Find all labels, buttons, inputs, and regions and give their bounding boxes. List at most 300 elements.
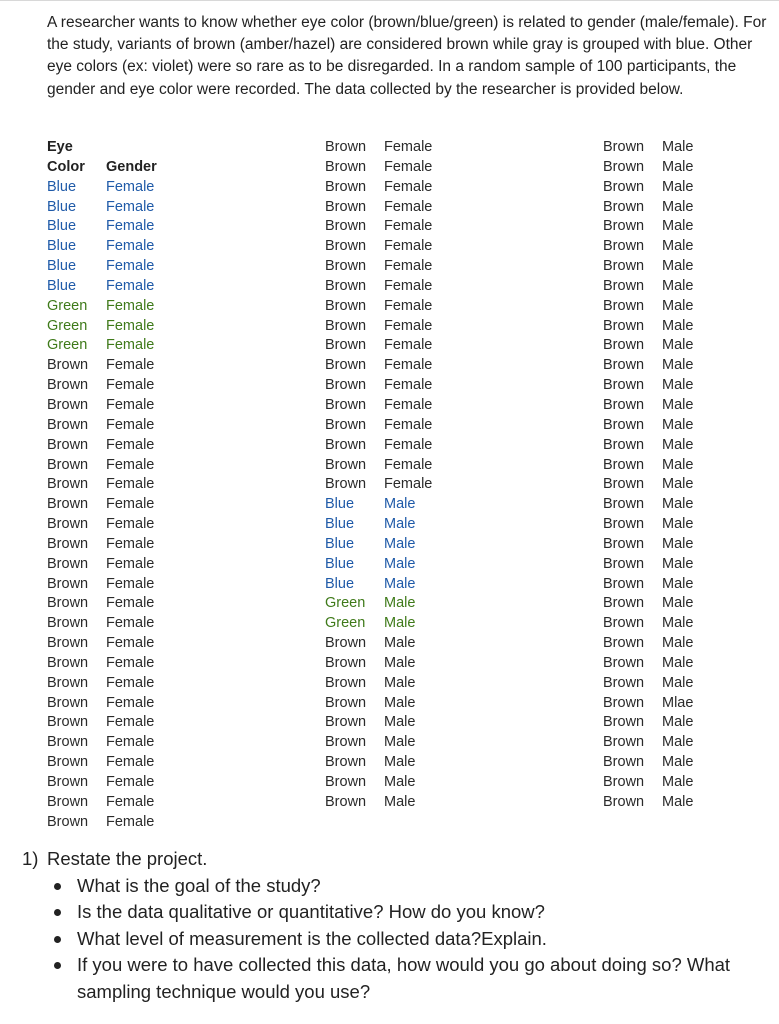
eye-color-cell: Brown bbox=[325, 277, 367, 294]
table-row bbox=[325, 475, 432, 495]
gender-cell: Female bbox=[384, 456, 433, 473]
table-row bbox=[603, 356, 693, 376]
gender-cell: Female bbox=[106, 277, 155, 294]
bullet-dot-icon bbox=[54, 962, 61, 969]
eye-color-cell: Brown bbox=[47, 793, 89, 810]
gender-cell: Male bbox=[384, 615, 416, 632]
gender-cell: Female bbox=[106, 258, 155, 275]
eye-color-cell: Brown bbox=[47, 674, 89, 691]
table-row bbox=[325, 277, 432, 297]
gender-cell: Female bbox=[106, 555, 155, 572]
table-row bbox=[47, 178, 157, 198]
eye-color-cell: Brown bbox=[603, 734, 645, 751]
table-row bbox=[47, 753, 157, 773]
gender-cell: Male bbox=[662, 317, 694, 334]
table-row bbox=[603, 317, 693, 337]
bullet-item bbox=[54, 873, 762, 900]
eye-color-cell: Brown bbox=[603, 436, 645, 453]
eye-color-cell: Brown bbox=[325, 476, 367, 493]
eye-color-cell: Brown bbox=[325, 139, 367, 155]
bullet-text: What is the goal of the study? bbox=[77, 874, 321, 896]
eye-color-cell: Green bbox=[47, 317, 88, 334]
gender-cell: Female bbox=[106, 436, 155, 453]
question-bullets bbox=[22, 873, 762, 1006]
eye-color-cell: Brown bbox=[47, 476, 89, 493]
eye-color-cell: Blue bbox=[325, 555, 355, 572]
gender-cell: Female bbox=[384, 277, 433, 294]
header-gender: Gender bbox=[106, 158, 157, 175]
table-row bbox=[603, 376, 693, 396]
eye-color-cell: Brown bbox=[325, 734, 367, 751]
table-row bbox=[603, 217, 693, 237]
table-row bbox=[47, 297, 157, 317]
gender-cell: Male bbox=[662, 337, 694, 354]
gender-cell: Female bbox=[106, 198, 155, 215]
eye-color-cell: Brown bbox=[603, 694, 645, 711]
table-row bbox=[47, 575, 157, 595]
questions-section bbox=[22, 846, 762, 1006]
gender-cell: Female bbox=[106, 595, 155, 612]
eye-color-cell: Brown bbox=[325, 337, 367, 354]
gender-cell: Male bbox=[384, 694, 416, 711]
table-row bbox=[603, 396, 693, 416]
eye-color-cell: Brown bbox=[603, 396, 645, 413]
table-row bbox=[325, 694, 432, 714]
gender-cell: Male bbox=[662, 456, 694, 473]
table-row bbox=[47, 277, 157, 297]
table-row bbox=[325, 396, 432, 416]
table-row bbox=[603, 694, 693, 714]
gender-cell: Male bbox=[384, 575, 416, 592]
eye-color-cell: Brown bbox=[325, 178, 367, 195]
table-row bbox=[47, 515, 157, 535]
bullet-text: If you were to have collected this data, how would you go about doing so? What sampling technique would you use? bbox=[77, 954, 731, 1002]
gender-cell: Male bbox=[384, 496, 416, 513]
eye-color-cell: Brown bbox=[603, 377, 645, 394]
table-row bbox=[47, 456, 157, 476]
table-row bbox=[47, 396, 157, 416]
table-row bbox=[603, 793, 693, 813]
eye-color-cell: Brown bbox=[47, 456, 89, 473]
gender-cell: Female bbox=[106, 416, 155, 433]
eye-color-cell: Brown bbox=[325, 158, 367, 175]
eye-color-cell: Brown bbox=[47, 496, 89, 513]
eye-color-cell: Brown bbox=[603, 476, 645, 493]
table-row bbox=[603, 336, 693, 356]
table-row bbox=[603, 475, 693, 495]
top-divider bbox=[0, 0, 779, 1]
eye-color-cell: Brown bbox=[603, 158, 645, 175]
table-row bbox=[47, 773, 157, 793]
gender-cell: Female bbox=[106, 694, 155, 711]
table-header-row-2 bbox=[47, 158, 157, 178]
table-row bbox=[603, 416, 693, 436]
table-row bbox=[603, 575, 693, 595]
gender-cell: Male bbox=[384, 754, 416, 771]
gender-cell: Female bbox=[106, 774, 155, 790]
table-row bbox=[325, 317, 432, 337]
table-row bbox=[325, 436, 432, 456]
eye-color-cell: Brown bbox=[603, 535, 645, 552]
eye-color-cell: Brown bbox=[325, 774, 367, 790]
gender-cell: Male bbox=[662, 416, 694, 433]
table-row bbox=[325, 356, 432, 376]
eye-color-cell: Brown bbox=[603, 575, 645, 592]
eye-color-cell: Brown bbox=[603, 218, 645, 235]
eye-color-cell: Brown bbox=[325, 635, 367, 652]
eye-color-cell: Brown bbox=[603, 337, 645, 354]
eye-color-cell: Brown bbox=[47, 555, 89, 572]
gender-cell: Female bbox=[106, 654, 155, 671]
header-eye: Eye bbox=[47, 139, 73, 155]
eye-color-cell: Brown bbox=[47, 575, 89, 592]
eye-color-cell: Brown bbox=[325, 674, 367, 691]
gender-cell: Mlae bbox=[662, 694, 694, 711]
eye-color-cell: Brown bbox=[603, 317, 645, 334]
table-row bbox=[603, 297, 693, 317]
gender-cell: Male bbox=[384, 734, 416, 751]
table-row bbox=[47, 495, 157, 515]
gender-cell: Male bbox=[662, 357, 694, 374]
gender-cell: Female bbox=[106, 476, 155, 493]
bullet-dot-icon bbox=[54, 936, 61, 943]
eye-color-cell: Brown bbox=[603, 496, 645, 513]
gender-cell: Female bbox=[384, 258, 433, 275]
eye-color-cell: Brown bbox=[603, 277, 645, 294]
bullet-dot-icon bbox=[54, 909, 61, 916]
table-row bbox=[47, 555, 157, 575]
data-column-1 bbox=[47, 138, 157, 833]
table-row bbox=[325, 594, 432, 614]
eye-color-cell: Brown bbox=[603, 178, 645, 195]
rows-col3 bbox=[603, 138, 693, 813]
table-row bbox=[325, 713, 432, 733]
table-row bbox=[47, 416, 157, 436]
gender-cell: Female bbox=[106, 218, 155, 235]
eye-color-cell: Brown bbox=[603, 416, 645, 433]
rows-col1 bbox=[47, 178, 157, 833]
eye-color-cell: Blue bbox=[47, 258, 77, 275]
table-row bbox=[603, 634, 693, 654]
gender-cell: Female bbox=[384, 436, 433, 453]
table-row bbox=[325, 654, 432, 674]
question-heading bbox=[22, 846, 762, 873]
gender-cell: Male bbox=[662, 258, 694, 275]
table-row bbox=[603, 654, 693, 674]
eye-color-cell: Brown bbox=[47, 535, 89, 552]
gender-cell: Male bbox=[662, 615, 694, 632]
eye-color-cell: Brown bbox=[325, 258, 367, 275]
eye-color-cell: Brown bbox=[325, 357, 367, 374]
table-row bbox=[325, 753, 432, 773]
eye-color-cell: Brown bbox=[603, 456, 645, 473]
gender-cell: Male bbox=[662, 674, 694, 691]
table-row bbox=[325, 217, 432, 237]
header-color: Color bbox=[47, 158, 85, 175]
gender-cell: Male bbox=[662, 734, 694, 751]
eye-color-cell: Brown bbox=[603, 258, 645, 275]
eye-color-cell: Brown bbox=[47, 734, 89, 751]
table-row bbox=[603, 198, 693, 218]
eye-color-cell: Brown bbox=[603, 635, 645, 652]
gender-cell: Male bbox=[662, 774, 694, 790]
gender-cell: Female bbox=[106, 516, 155, 533]
eye-color-cell: Brown bbox=[47, 516, 89, 533]
table-row bbox=[47, 257, 157, 277]
eye-color-cell: Brown bbox=[603, 754, 645, 771]
eye-color-cell: Brown bbox=[325, 793, 367, 810]
eye-color-cell: Brown bbox=[325, 694, 367, 711]
gender-cell: Female bbox=[106, 297, 155, 314]
eye-color-cell: Brown bbox=[325, 297, 367, 314]
eye-color-cell: Brown bbox=[603, 654, 645, 671]
gender-cell: Female bbox=[384, 238, 433, 255]
eye-color-cell: Brown bbox=[325, 238, 367, 255]
gender-cell: Female bbox=[106, 238, 155, 255]
table-row bbox=[325, 634, 432, 654]
bullet-item bbox=[54, 926, 762, 953]
gender-cell: Male bbox=[384, 654, 416, 671]
gender-cell: Female bbox=[106, 357, 155, 374]
gender-cell: Male bbox=[662, 575, 694, 592]
table-row bbox=[325, 575, 432, 595]
table-row bbox=[325, 773, 432, 793]
gender-cell: Male bbox=[662, 535, 694, 552]
gender-cell: Female bbox=[384, 218, 433, 235]
table-row bbox=[47, 475, 157, 495]
table-row bbox=[47, 793, 157, 813]
table-row bbox=[603, 178, 693, 198]
eye-color-cell: Brown bbox=[47, 595, 89, 612]
bullet-text: What level of measurement is the collected data?Explain. bbox=[77, 927, 547, 949]
gender-cell: Male bbox=[662, 377, 694, 394]
eye-color-cell: Blue bbox=[47, 178, 77, 195]
gender-cell: Male bbox=[662, 476, 694, 493]
table-row bbox=[47, 654, 157, 674]
gender-cell: Female bbox=[384, 198, 433, 215]
eye-color-cell: Brown bbox=[603, 198, 645, 215]
gender-cell: Male bbox=[384, 595, 416, 612]
eye-color-cell: Brown bbox=[325, 436, 367, 453]
gender-cell: Female bbox=[384, 297, 433, 314]
rows-col2 bbox=[325, 138, 432, 813]
table-row bbox=[603, 535, 693, 555]
gender-cell: Female bbox=[384, 476, 433, 493]
table-row bbox=[325, 456, 432, 476]
data-column-3 bbox=[603, 138, 693, 813]
eye-color-cell: Brown bbox=[47, 654, 89, 671]
gender-cell: Female bbox=[106, 674, 155, 691]
gender-cell: Female bbox=[384, 396, 433, 413]
gender-cell: Male bbox=[384, 774, 416, 790]
table-row bbox=[325, 614, 432, 634]
eye-color-cell: Blue bbox=[47, 218, 77, 235]
table-row bbox=[603, 773, 693, 793]
gender-cell: Male bbox=[662, 793, 694, 810]
gender-cell: Male bbox=[384, 674, 416, 691]
gender-cell: Male bbox=[384, 535, 416, 552]
eye-color-cell: Blue bbox=[325, 535, 355, 552]
eye-color-cell: Brown bbox=[47, 754, 89, 771]
table-row bbox=[603, 594, 693, 614]
gender-cell: Female bbox=[384, 139, 433, 155]
eye-color-cell: Brown bbox=[603, 555, 645, 572]
gender-cell: Male bbox=[662, 198, 694, 215]
table-row bbox=[603, 495, 693, 515]
gender-cell: Male bbox=[662, 754, 694, 771]
gender-cell: Female bbox=[106, 496, 155, 513]
table-row bbox=[325, 674, 432, 694]
eye-color-cell: Blue bbox=[47, 238, 77, 255]
table-row bbox=[47, 198, 157, 218]
gender-cell: Female bbox=[106, 396, 155, 413]
table-row bbox=[603, 138, 693, 158]
gender-cell: Male bbox=[662, 595, 694, 612]
eye-color-cell: Brown bbox=[47, 615, 89, 632]
eye-color-cell: Brown bbox=[47, 635, 89, 652]
gender-cell: Female bbox=[384, 178, 433, 195]
table-row bbox=[325, 535, 432, 555]
gender-cell: Male bbox=[662, 516, 694, 533]
table-row bbox=[47, 694, 157, 714]
eye-color-cell: Brown bbox=[603, 297, 645, 314]
eye-color-cell: Brown bbox=[325, 714, 367, 731]
gender-cell: Female bbox=[384, 416, 433, 433]
eye-color-cell: Brown bbox=[603, 238, 645, 255]
table-row bbox=[603, 614, 693, 634]
eye-color-cell: Blue bbox=[47, 198, 77, 215]
table-row bbox=[325, 733, 432, 753]
eye-color-cell: Blue bbox=[325, 516, 355, 533]
table-row bbox=[603, 555, 693, 575]
eye-color-cell: Brown bbox=[47, 377, 89, 394]
intro-paragraph: A researcher wants to know whether eye color (brown/blue/green) is related to gender (male/female). For the study, variants of brown (amber/hazel) are considered brown while gray is grouped with blue. Other eye colors (ex: violet) were so rare as to be disregarded. In a random sample of 100 participants, the gender and eye color were recorded. The data collected by the researcher is provided below. bbox=[47, 14, 767, 98]
table-row bbox=[47, 317, 157, 337]
eye-color-cell: Blue bbox=[47, 277, 77, 294]
eye-color-cell: Brown bbox=[47, 714, 89, 731]
table-row bbox=[47, 713, 157, 733]
eye-color-cell: Brown bbox=[325, 218, 367, 235]
eye-color-cell: Green bbox=[47, 337, 88, 354]
eye-color-cell: Brown bbox=[325, 198, 367, 215]
table-row bbox=[603, 733, 693, 753]
table-row bbox=[47, 356, 157, 376]
gender-cell: Male bbox=[662, 139, 694, 155]
eye-color-cell: Brown bbox=[603, 516, 645, 533]
gender-cell: Male bbox=[384, 555, 416, 572]
table-row bbox=[603, 158, 693, 178]
eye-color-cell: Brown bbox=[603, 615, 645, 632]
eye-color-cell: Brown bbox=[603, 139, 645, 155]
table-row bbox=[603, 674, 693, 694]
table-row bbox=[325, 178, 432, 198]
eye-color-cell: Brown bbox=[325, 456, 367, 473]
gender-cell: Male bbox=[384, 635, 416, 652]
gender-cell: Female bbox=[106, 535, 155, 552]
gender-cell: Male bbox=[384, 793, 416, 810]
eye-color-cell: Brown bbox=[325, 317, 367, 334]
table-row bbox=[325, 555, 432, 575]
eye-color-cell: Brown bbox=[603, 714, 645, 731]
bullet-item bbox=[54, 952, 762, 1005]
eye-color-cell: Green bbox=[47, 297, 88, 314]
eye-color-cell: Blue bbox=[325, 496, 355, 513]
gender-cell: Male bbox=[662, 158, 694, 175]
table-row bbox=[47, 634, 157, 654]
table-row bbox=[603, 456, 693, 476]
gender-cell: Female bbox=[384, 357, 433, 374]
eye-color-cell: Brown bbox=[325, 654, 367, 671]
gender-cell: Female bbox=[106, 456, 155, 473]
bullet-item bbox=[54, 899, 762, 926]
table-row bbox=[325, 793, 432, 813]
gender-cell: Female bbox=[106, 734, 155, 751]
eye-color-cell: Brown bbox=[47, 396, 89, 413]
table-row bbox=[325, 138, 432, 158]
table-row bbox=[47, 594, 157, 614]
table-header-row-1 bbox=[47, 138, 157, 158]
gender-cell: Female bbox=[106, 813, 155, 830]
table-row bbox=[47, 237, 157, 257]
eye-color-cell: Brown bbox=[603, 793, 645, 810]
table-row bbox=[325, 257, 432, 277]
eye-color-cell: Green bbox=[325, 615, 366, 632]
eye-color-cell: Brown bbox=[47, 694, 89, 711]
eye-color-cell: Brown bbox=[603, 595, 645, 612]
gender-cell: Male bbox=[662, 555, 694, 572]
table-row bbox=[603, 436, 693, 456]
eye-color-cell: Brown bbox=[325, 396, 367, 413]
gender-cell: Male bbox=[662, 496, 694, 513]
eye-color-cell: Brown bbox=[47, 416, 89, 433]
gender-cell: Male bbox=[662, 436, 694, 453]
table-row bbox=[47, 674, 157, 694]
eye-color-cell: Brown bbox=[325, 416, 367, 433]
table-row bbox=[603, 753, 693, 773]
gender-cell: Male bbox=[662, 396, 694, 413]
gender-cell: Male bbox=[662, 714, 694, 731]
eye-color-cell: Brown bbox=[603, 357, 645, 374]
gender-cell: Male bbox=[384, 714, 416, 731]
gender-cell: Female bbox=[106, 754, 155, 771]
table-row bbox=[47, 733, 157, 753]
table-row bbox=[325, 198, 432, 218]
table-row bbox=[47, 376, 157, 396]
gender-cell: Female bbox=[384, 377, 433, 394]
table-row bbox=[47, 535, 157, 555]
gender-cell: Female bbox=[384, 317, 433, 334]
eye-color-cell: Brown bbox=[47, 813, 89, 830]
table-row bbox=[325, 416, 432, 436]
gender-cell: Female bbox=[106, 793, 155, 810]
gender-cell: Male bbox=[662, 178, 694, 195]
table-row bbox=[325, 297, 432, 317]
gender-cell: Male bbox=[662, 635, 694, 652]
table-row bbox=[603, 237, 693, 257]
eye-color-cell: Brown bbox=[47, 357, 89, 374]
table-row bbox=[603, 277, 693, 297]
eye-color-cell: Brown bbox=[47, 774, 89, 790]
gender-cell: Male bbox=[662, 297, 694, 314]
gender-cell: Female bbox=[384, 337, 433, 354]
gender-cell: Female bbox=[106, 615, 155, 632]
table-row bbox=[47, 436, 157, 456]
eye-color-cell: Brown bbox=[325, 754, 367, 771]
bullet-text: Is the data qualitative or quantitative? How do you know? bbox=[77, 901, 545, 923]
table-row bbox=[325, 237, 432, 257]
eye-color-cell: Brown bbox=[603, 774, 645, 790]
eye-color-cell: Brown bbox=[603, 674, 645, 691]
